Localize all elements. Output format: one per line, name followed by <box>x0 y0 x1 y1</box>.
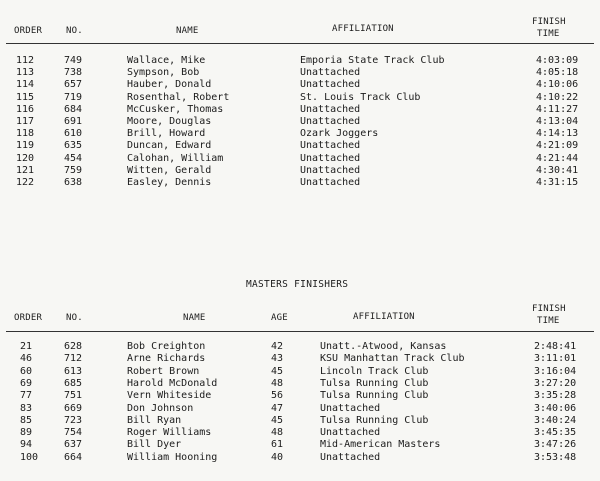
number-cell: 628 <box>64 341 83 352</box>
header-name: NAME <box>183 313 206 323</box>
header-order: ORDER <box>14 26 43 36</box>
name-cell: Hauber, Donald <box>127 79 212 91</box>
affiliation-cell: St. Louis Track Club <box>300 91 421 103</box>
age-cell: 40 <box>271 451 284 463</box>
order-cell: 119 <box>16 140 35 152</box>
time-cell: 3:40:06 <box>534 402 577 414</box>
number-cell: 754 <box>64 427 83 439</box>
header-affiliation: AFFILIATION <box>332 24 394 34</box>
number-cell: 712 <box>64 353 83 365</box>
header-rule <box>6 331 594 332</box>
time-cell: 3:53:48 <box>534 451 577 463</box>
header-time: TIME <box>537 29 560 39</box>
order-cell: 46 <box>20 353 33 365</box>
header-age: AGE <box>271 313 288 323</box>
order-cell: 113 <box>16 67 35 79</box>
number-cell: 637 <box>64 439 83 451</box>
order-cell: 120 <box>16 152 35 164</box>
order-cell: 100 <box>20 451 39 463</box>
affiliation-cell: Unattached <box>320 451 381 463</box>
affiliation-cell: Unattached <box>300 79 361 91</box>
order-cell: 83 <box>20 402 33 414</box>
name-cell: Arne Richards <box>127 353 206 365</box>
order-cell: 21 <box>20 341 33 352</box>
affiliation-cell: Unattached <box>300 67 361 79</box>
number-cell: 657 <box>64 79 83 91</box>
header-order: ORDER <box>14 313 43 323</box>
affiliation-cell: Mid-American Masters <box>320 439 441 451</box>
order-cell: 114 <box>16 79 35 91</box>
order-cell: 85 <box>20 414 33 426</box>
header-no: NO. <box>66 26 83 36</box>
header-time: TIME <box>537 316 560 326</box>
number-cell: 691 <box>64 116 83 127</box>
affiliation-cell: Ozark Joggers <box>300 128 379 140</box>
order-cell: 112 <box>16 55 35 66</box>
number-cell: 684 <box>64 103 83 115</box>
name-cell: Duncan, Edward <box>127 140 212 152</box>
time-cell: 3:11:01 <box>534 353 577 365</box>
age-cell: 43 <box>271 353 284 365</box>
age-cell: 48 <box>271 377 284 389</box>
time-cell: 4:03:09 <box>536 55 579 66</box>
time-cell: 3:16:04 <box>534 365 577 377</box>
order-cell: 117 <box>16 116 35 127</box>
name-cell: Brill, Howard <box>127 128 206 140</box>
time-cell: 2:48:41 <box>534 341 577 352</box>
age-cell: 61 <box>271 439 284 451</box>
affiliation-cell: Unattached <box>300 103 361 115</box>
name-cell: Rosenthal, Robert <box>127 91 230 103</box>
header-name: NAME <box>176 26 199 36</box>
header-finish: FINISH <box>532 17 566 27</box>
name-cell: Robert Brown <box>127 365 200 377</box>
age-cell: 56 <box>271 390 284 402</box>
affiliation-cell: Unattached <box>300 152 361 164</box>
time-cell: 4:13:04 <box>536 116 579 127</box>
order-cell: 118 <box>16 128 35 140</box>
time-cell: 3:47:26 <box>534 439 577 451</box>
time-cell: 3:45:35 <box>534 427 577 439</box>
number-cell: 669 <box>64 402 83 414</box>
age-cell: 42 <box>271 341 284 352</box>
header-no: NO. <box>66 313 83 323</box>
order-cell: 69 <box>20 377 33 389</box>
affiliation-cell: Unatt.-Atwood, Kansas <box>320 341 447 352</box>
age-cell: 45 <box>271 414 284 426</box>
name-cell: William Hooning <box>127 451 218 463</box>
time-cell: 4:21:09 <box>536 140 579 152</box>
header-affiliation: AFFILIATION <box>353 312 415 322</box>
name-cell: Roger Williams <box>127 427 212 439</box>
name-cell: Harold McDonald <box>127 377 218 389</box>
number-cell: 749 <box>64 55 83 66</box>
time-cell: 3:40:24 <box>534 414 577 426</box>
affiliation-cell: Tulsa Running Club <box>320 377 429 389</box>
number-cell: 613 <box>64 365 83 377</box>
name-cell: Vern Whiteside <box>127 390 212 402</box>
time-cell: 4:31:15 <box>536 177 579 188</box>
name-cell: Easley, Dennis <box>127 177 212 188</box>
time-cell: 3:27:20 <box>534 377 577 389</box>
number-cell: 759 <box>64 164 83 176</box>
name-cell: Calohan, William <box>127 152 224 164</box>
number-cell: 723 <box>64 414 83 426</box>
number-cell: 685 <box>64 377 83 389</box>
age-cell: 48 <box>271 427 284 439</box>
time-cell: 4:10:22 <box>536 91 579 103</box>
number-cell: 738 <box>64 67 83 79</box>
name-cell: McCusker, Thomas <box>127 103 224 115</box>
order-cell: 89 <box>20 427 33 439</box>
number-cell: 635 <box>64 140 83 152</box>
order-cell: 77 <box>20 390 33 402</box>
affiliation-cell: Tulsa Running Club <box>320 414 429 426</box>
number-cell: 719 <box>64 91 83 103</box>
time-cell: 4:14:13 <box>536 128 579 140</box>
name-cell: Bob Creighton <box>127 341 206 352</box>
affiliation-cell: Unattached <box>320 402 381 414</box>
order-cell: 121 <box>16 164 35 176</box>
number-cell: 638 <box>64 177 83 188</box>
number-cell: 454 <box>64 152 83 164</box>
affiliation-cell: Unattached <box>320 427 381 439</box>
header-rule <box>6 43 594 44</box>
time-cell: 3:35:28 <box>534 390 577 402</box>
name-cell: Sympson, Bob <box>127 67 200 79</box>
affiliation-cell: Emporia State Track Club <box>300 55 445 66</box>
affiliation-cell: Unattached <box>300 116 361 127</box>
order-cell: 116 <box>16 103 35 115</box>
number-cell: 664 <box>64 451 83 463</box>
time-cell: 4:21:44 <box>536 152 579 164</box>
name-cell: Wallace, Mike <box>127 55 206 66</box>
order-cell: 122 <box>16 177 35 188</box>
time-cell: 4:10:06 <box>536 79 579 91</box>
name-cell: Bill Ryan <box>127 414 182 426</box>
affiliation-cell: Tulsa Running Club <box>320 390 429 402</box>
time-cell: 4:30:41 <box>536 164 579 176</box>
section-title: MASTERS FINISHERS <box>246 279 349 290</box>
order-cell: 60 <box>20 365 33 377</box>
affiliation-cell: Lincoln Track Club <box>320 365 429 377</box>
name-cell: Moore, Douglas <box>127 116 212 127</box>
name-cell: Bill Dyer <box>127 439 182 451</box>
affiliation-cell: KSU Manhattan Track Club <box>320 353 465 365</box>
age-cell: 47 <box>271 402 284 414</box>
number-cell: 610 <box>64 128 83 140</box>
time-cell: 4:05:18 <box>536 67 579 79</box>
affiliation-cell: Unattached <box>300 177 361 188</box>
header-finish: FINISH <box>532 304 566 314</box>
number-cell: 751 <box>64 390 83 402</box>
name-cell: Witten, Gerald <box>127 164 212 176</box>
order-cell: 115 <box>16 91 35 103</box>
affiliation-cell: Unattached <box>300 140 361 152</box>
affiliation-cell: Unattached <box>300 164 361 176</box>
age-cell: 45 <box>271 365 284 377</box>
time-cell: 4:11:27 <box>536 103 579 115</box>
name-cell: Don Johnson <box>127 402 194 414</box>
order-cell: 94 <box>20 439 33 451</box>
